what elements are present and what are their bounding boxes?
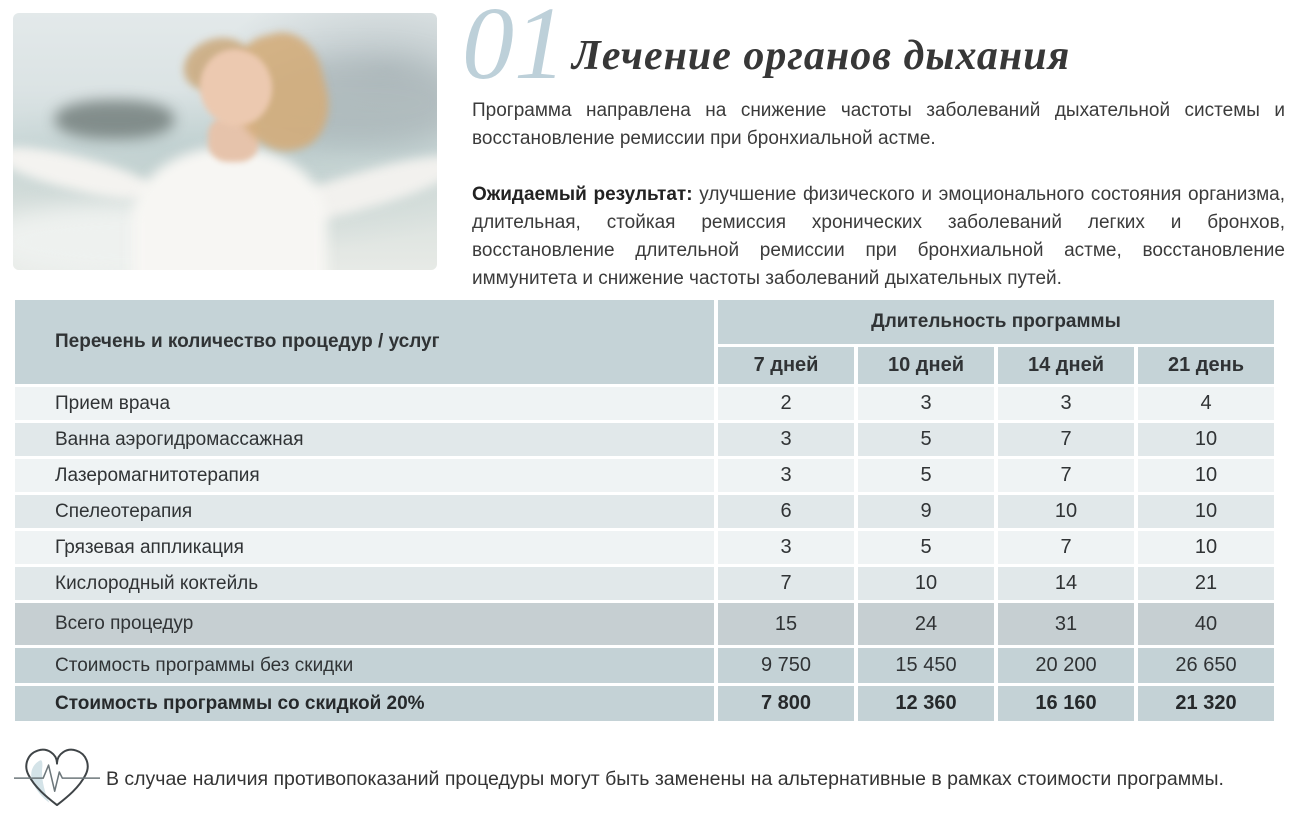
row-value: 3: [858, 387, 994, 420]
expected-result-text: улучшение физического и эмоционального состояния организма, длительная, стойкая ремиссия хронических заболеваний легких и бронхов, восстановление длительной ремиссии при бронхиальной астме, восстановление иммунитета и снижение частоты заболеваний дыхательных путей.: [472, 184, 1285, 289]
table-row-speleotherapy: [15, 495, 1274, 528]
photo-rock-left: [55, 100, 174, 139]
row-value: 16 160: [998, 686, 1134, 721]
header-day-7: 7 дней: [718, 347, 854, 384]
row-label: Ванна аэрогидромассажная: [15, 423, 714, 456]
row-value: 40: [1138, 603, 1274, 645]
row-value: 15 450: [858, 648, 994, 683]
table-row-hydromassage-bath: [15, 423, 1274, 456]
header-day-21: 21 день: [1138, 347, 1274, 384]
row-value: 3: [718, 459, 854, 492]
row-value: 21: [1138, 567, 1274, 600]
row-label: Стоимость программы со скидкой 20%: [15, 686, 714, 721]
row-label: Спелеотерапия: [15, 495, 714, 528]
table-row-doctor-visit: [15, 387, 1274, 420]
page-title: Лечение органов дыхания: [572, 33, 1071, 79]
row-value: 15: [718, 603, 854, 645]
header-day-14: 14 дней: [998, 347, 1134, 384]
intro-paragraph: Программа направлена на снижение частоты заболеваний дыхательной системы и восстановление ремиссии при бронхиальной астме.: [472, 100, 1285, 149]
row-value: 3: [718, 531, 854, 564]
row-value: 7: [718, 567, 854, 600]
row-value: 10: [858, 567, 994, 600]
row-value: 2: [718, 387, 854, 420]
row-label: Всего процедур: [15, 603, 714, 645]
row-value: 24: [858, 603, 994, 645]
row-value: 26 650: [1138, 648, 1274, 683]
row-value: 9 750: [718, 648, 854, 683]
row-value: 7: [998, 531, 1134, 564]
table-row-oxygen-cocktail: [15, 567, 1274, 600]
row-value: 12 360: [858, 686, 994, 721]
row-value: 14: [998, 567, 1134, 600]
row-label: Лазеромагнитотерапия: [15, 459, 714, 492]
row-value: 31: [998, 603, 1134, 645]
footnote: [14, 742, 1280, 822]
table-row-total-procedures: [15, 603, 1274, 645]
row-value: 9: [858, 495, 994, 528]
section-number: 01: [462, 0, 566, 101]
table-row-price-no-discount: [15, 648, 1274, 683]
table-row-mud-application: [15, 531, 1274, 564]
row-value: 21 320: [1138, 686, 1274, 721]
beach-photo: [13, 13, 437, 270]
row-value: 6: [718, 495, 854, 528]
row-value: 3: [718, 423, 854, 456]
row-value: 5: [858, 459, 994, 492]
row-value: 10: [998, 495, 1134, 528]
program-table-wrapper: [11, 297, 1278, 724]
row-label: Прием врача: [15, 387, 714, 420]
row-value: 10: [1138, 495, 1274, 528]
row-label: Стоимость программы без скидки: [15, 648, 714, 683]
row-value: 4: [1138, 387, 1274, 420]
row-value: 10: [1138, 459, 1274, 492]
row-value: 3: [998, 387, 1134, 420]
program-table: [11, 297, 1278, 724]
row-value: 5: [858, 531, 994, 564]
heart-ecg-icon: [14, 744, 100, 820]
header-services: Перечень и количество процедур / услуг: [15, 300, 714, 384]
expected-result-paragraph: [472, 181, 1285, 293]
row-label: Грязевая аппликация: [15, 531, 714, 564]
expected-result-label: Ожидаемый результат:: [472, 184, 693, 205]
row-value: 10: [1138, 531, 1274, 564]
row-label: Кислородный коктейль: [15, 567, 714, 600]
table-header-row-1: [15, 300, 1274, 344]
table-row-price-discount-20: [15, 686, 1274, 721]
photo-woman-body: [132, 147, 327, 270]
row-value: 7 800: [718, 686, 854, 721]
row-value: 5: [858, 423, 994, 456]
table-row-laser-magnet-therapy: [15, 459, 1274, 492]
footnote-text: В случае наличия противопоказаний процедуры могут быть заменены на альтернативные в рамках стоимости программы.: [106, 768, 1224, 790]
header-day-10: 10 дней: [858, 347, 994, 384]
header-duration: Длительность программы: [718, 300, 1274, 344]
row-value: 7: [998, 459, 1134, 492]
row-value: 7: [998, 423, 1134, 456]
row-value: 10: [1138, 423, 1274, 456]
row-value: 20 200: [998, 648, 1134, 683]
